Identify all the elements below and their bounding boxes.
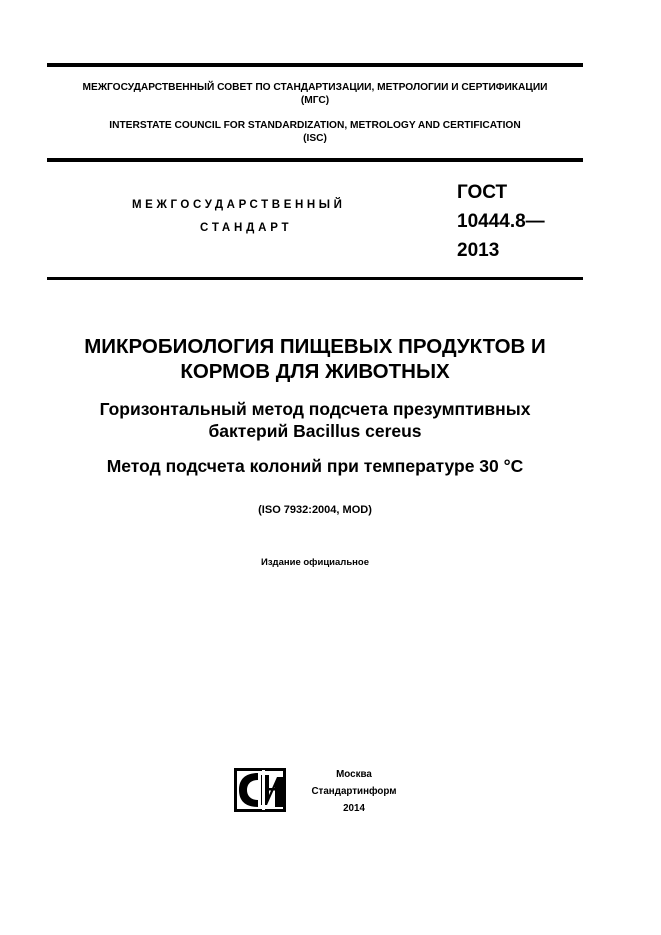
title-main-line2: КОРМОВ ДЛЯ ЖИВОТНЫХ (180, 360, 450, 383)
document-subtitle (47, 398, 583, 442)
gost-label: ГОСТ (457, 182, 508, 203)
iso-reference: (ISO 7932:2004, MOD) (258, 504, 372, 516)
lower-rule (47, 277, 583, 280)
middle-rule (47, 158, 583, 162)
publisher-year: 2014 (343, 803, 365, 814)
standartinform-logo-icon (234, 768, 286, 812)
gost-number: 10444.8— (457, 211, 545, 232)
standard-kind-line2: СТАНДАРТ (200, 222, 293, 234)
standard-kind-line1: МЕЖГОСУДАРСТВЕННЫЙ (132, 199, 346, 211)
publisher-name: Стандартинформ (311, 786, 397, 797)
council-en-abbr: (ISC) (303, 133, 327, 144)
council-en-name: INTERSTATE COUNCIL FOR STANDARDIZATION, METROLOGY AND CERTIFICATION (109, 120, 521, 131)
council-english (47, 119, 583, 145)
council-ru-name: МЕЖГОСУДАРСТВЕННЫЙ СОВЕТ ПО СТАНДАРТИЗАЦИИ, МЕТРОЛОГИИ И СЕРТИФИКАЦИИ (82, 82, 548, 93)
title-sub-line1: Горизонтальный метод подсчета презумптивных (99, 399, 531, 419)
gost-year: 2013 (457, 240, 500, 261)
publisher-block (298, 766, 410, 817)
gost-designation (457, 178, 582, 265)
edition-note: Издание официальное (261, 557, 369, 568)
title-main-line1: МИКРОБИОЛОГИЯ ПИЩЕВЫХ ПРОДУКТОВ И (84, 335, 546, 358)
title-sub-line2: бактерий Bacillus cereus (208, 421, 422, 441)
publisher-city: Москва (336, 769, 372, 780)
document-title (47, 334, 583, 384)
top-rule (47, 63, 583, 67)
council-russian (47, 81, 583, 107)
council-ru-abbr: (МГС) (300, 95, 330, 106)
document-method: Метод подсчета колоний при температуре 30 °С (106, 456, 524, 476)
